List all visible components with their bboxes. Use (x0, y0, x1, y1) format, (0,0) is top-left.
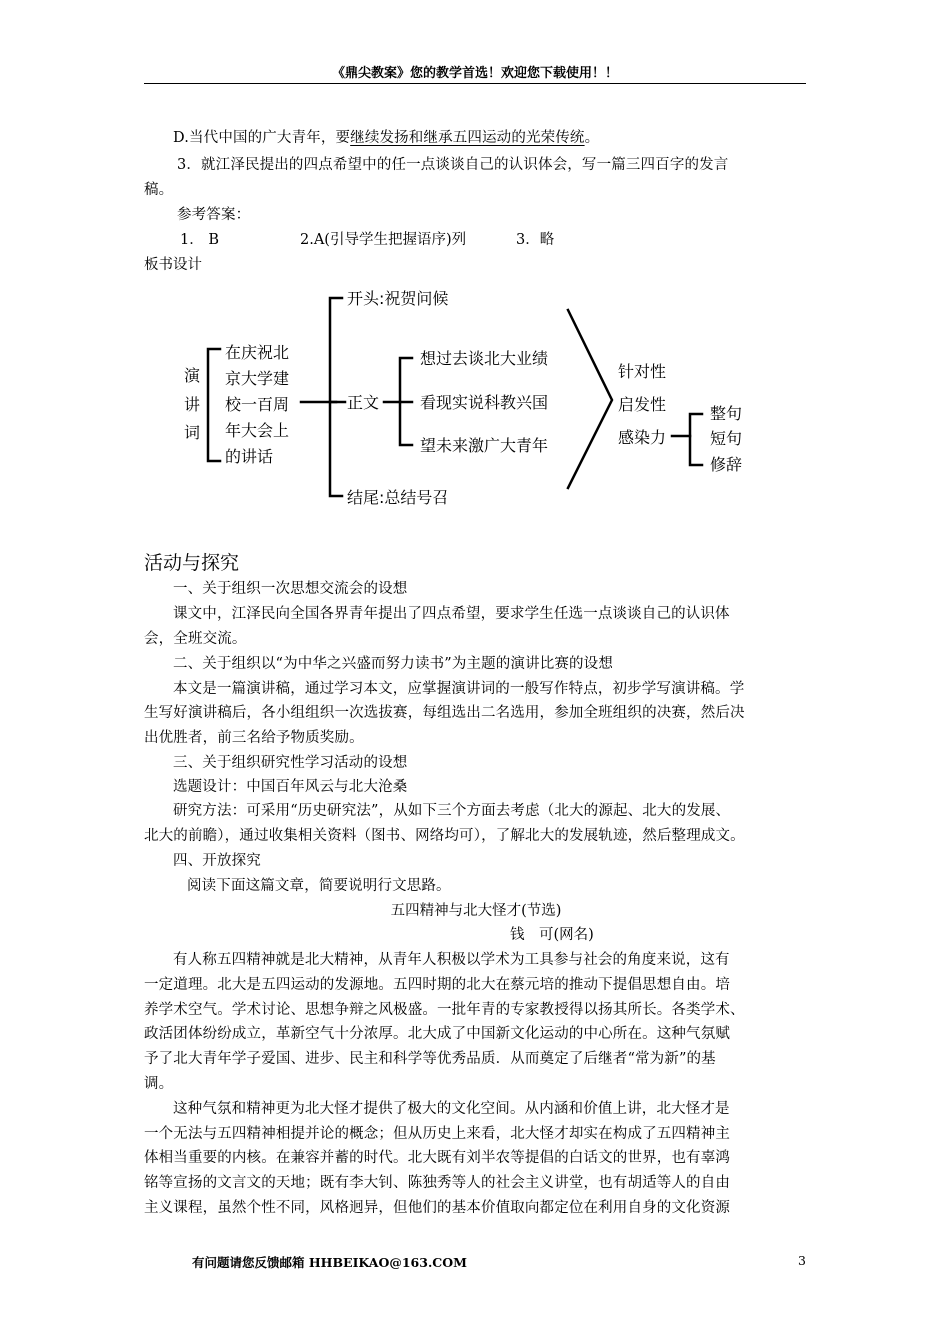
activity-s2-paragraph: 生写好演讲稿后，各小组组织一次选拔赛，每组选出二名选用，参加全班组织的决赛，然后决 (144, 705, 745, 721)
activity-s1-paragraph: 课文中，江泽民向全国各界青年提出了四点希望，要求学生任选一点谈谈自己的认识体 (173, 606, 730, 622)
article-title: 五四精神与北大怪才(节选) (390, 903, 562, 919)
style-bracket (690, 414, 702, 465)
exercise-d-underlined: 继续发扬和继承五四运动的光荣传统 (350, 130, 585, 146)
page-header: 《鼎尖教案》您的教学首选！欢迎您下载使用！！ (331, 66, 618, 81)
activity-s3-topic: 选题设计：中国百年风云与北大沧桑 (173, 779, 408, 795)
body-item: 想过去谈北大业绩 (420, 349, 549, 368)
feature-item: 感染力 (618, 428, 667, 447)
style-item: 整句 (710, 404, 743, 423)
article-p2-line: 一个无法与五四精神相提并论的概念；但从历史上来看，北大怪才却实在构成了五四精神主 (144, 1126, 730, 1142)
speech-title-line: 京大学建 (225, 369, 290, 388)
page-number: 3 (798, 1253, 806, 1268)
structure-opening: 开头:祝贺问候 (347, 289, 449, 308)
article-p2-line: 铭等宣扬的文言文的天地；既有李大钊、陈独秀等人的社会主义讲堂，也有胡适等人的自由 (144, 1175, 730, 1191)
speech-title-line: 的讲话 (225, 447, 274, 466)
activity-s2-paragraph: 出优胜者，前三名给予物质奖励。 (144, 730, 364, 746)
exercise-d-suffix: 。 (584, 130, 600, 146)
activity-s4-title: 四、开放探究 (173, 853, 261, 869)
activity-s3-title: 三、关于组织研究性学习活动的设想 (173, 755, 408, 771)
article-p1-line: 有人称五四精神就是北大精神，从青年人积极以学术为工具参与社会的角度来说，这有 (173, 952, 730, 968)
exercise-q3-line1: 3．就江泽民提出的四点希望中的任一点谈谈自己的认识体会，写一篇三四百字的发言 (177, 157, 729, 173)
answer-2: 2.A(引导学生把握语序)列 (300, 232, 467, 248)
style-item: 短句 (710, 429, 743, 448)
speech-title-line: 在庆祝北 (225, 343, 290, 362)
feature-item: 启发性 (618, 395, 667, 414)
left-label-char: 词 (184, 423, 201, 442)
article-p1-line: 养学术空气。学术讨论、思想争辩之风极盛。一批年青的专家教授得以扬其所长。各类学术、 (144, 1002, 745, 1018)
chevron (568, 310, 612, 488)
feature-item: 针对性 (618, 362, 667, 381)
activity-heading: 活动与探究 (144, 552, 240, 574)
answer-label: 参考答案： (177, 207, 251, 223)
structure-bracket (330, 298, 342, 496)
article-p2-line: 体相当重要的内核。在兼容并蓄的时代。北大既有刘半农等提倡的白话文的世界，也有辜鸿 (144, 1150, 730, 1166)
article-p2-line: 这种气氛和精神更为北大怪才提供了极大的文化空间。从内涵和价值上讲，北大怪才是 (173, 1101, 730, 1117)
activity-s2-paragraph: 本文是一篇演讲稿，通过学习本文，应掌握演讲词的一般写作特点，初步学写演讲稿。学 (173, 681, 745, 697)
left-label-char: 讲 (184, 395, 201, 414)
activity-s3-method: 研究方法：可采用“历史研究法”，从如下三个方面去考虑（北大的源起、北大的发展、 (173, 803, 731, 819)
activity-s1-paragraph: 会，全班交流。 (144, 631, 247, 647)
activity-s2-title: 二、关于组织以“为中华之兴盛而努力读书”为主题的演讲比赛的设想 (173, 656, 613, 672)
structure-body: 正文 (347, 393, 380, 412)
style-item: 修辞 (710, 455, 743, 474)
article-p1-line: 调。 (144, 1076, 174, 1092)
activity-s1-title: 一、关于组织一次思想交流会的设想 (173, 581, 408, 597)
article-p1-line: 政活团体纷纷成立，革新空气十分浓厚。北大成了中国新文化运动的中心所在。这种气氛赋 (144, 1026, 730, 1042)
exercise-d-prefix: D.当代中国的广大青年，要 (173, 130, 351, 146)
body-item: 看现实说科教兴国 (420, 393, 549, 412)
article-author: 钱 可(网名) (510, 927, 594, 943)
speech-title-line: 年大会上 (225, 421, 290, 440)
article-p1-line: 一定道理。北大是五四运动的发源地。五四时期的北大在蔡元培的推动下提倡思想自由。培 (144, 977, 730, 993)
board-diagram (0, 0, 950, 540)
board-design-title: 板书设计 (144, 257, 202, 273)
left-label-char: 演 (184, 366, 201, 385)
exercise-q3-line2: 稿。 (144, 182, 174, 198)
footer-feedback: 有问题请您反馈邮箱 HHBEIKAO@163.COM (192, 1255, 467, 1270)
article-p2-line: 主义课程，虽然个性不同，风格迥异，但他们的基本价值取向都定位在利用自身的文化资源 (144, 1200, 730, 1216)
activity-s4-instruction: 阅读下面这篇文章，简要说明行文思路。 (187, 878, 451, 894)
answer-1: 1． B (180, 232, 219, 248)
body-item: 望未来激广大青年 (420, 436, 549, 455)
speech-title-line: 校一百周 (225, 395, 290, 414)
structure-ending: 结尾:总结号召 (347, 488, 449, 507)
answer-3: 3．略 (516, 232, 555, 248)
article-p1-line: 予了北大青年学子爱国、进步、民主和科学等优秀品质．从而奠定了后继者“常为新”的基 (144, 1051, 716, 1067)
activity-s3-method: 北大的前瞻），通过收集相关资料（图书、网络均可），了解北大的发展轨迹，然后整理成文。 (144, 828, 745, 844)
speech-bracket (208, 349, 220, 461)
